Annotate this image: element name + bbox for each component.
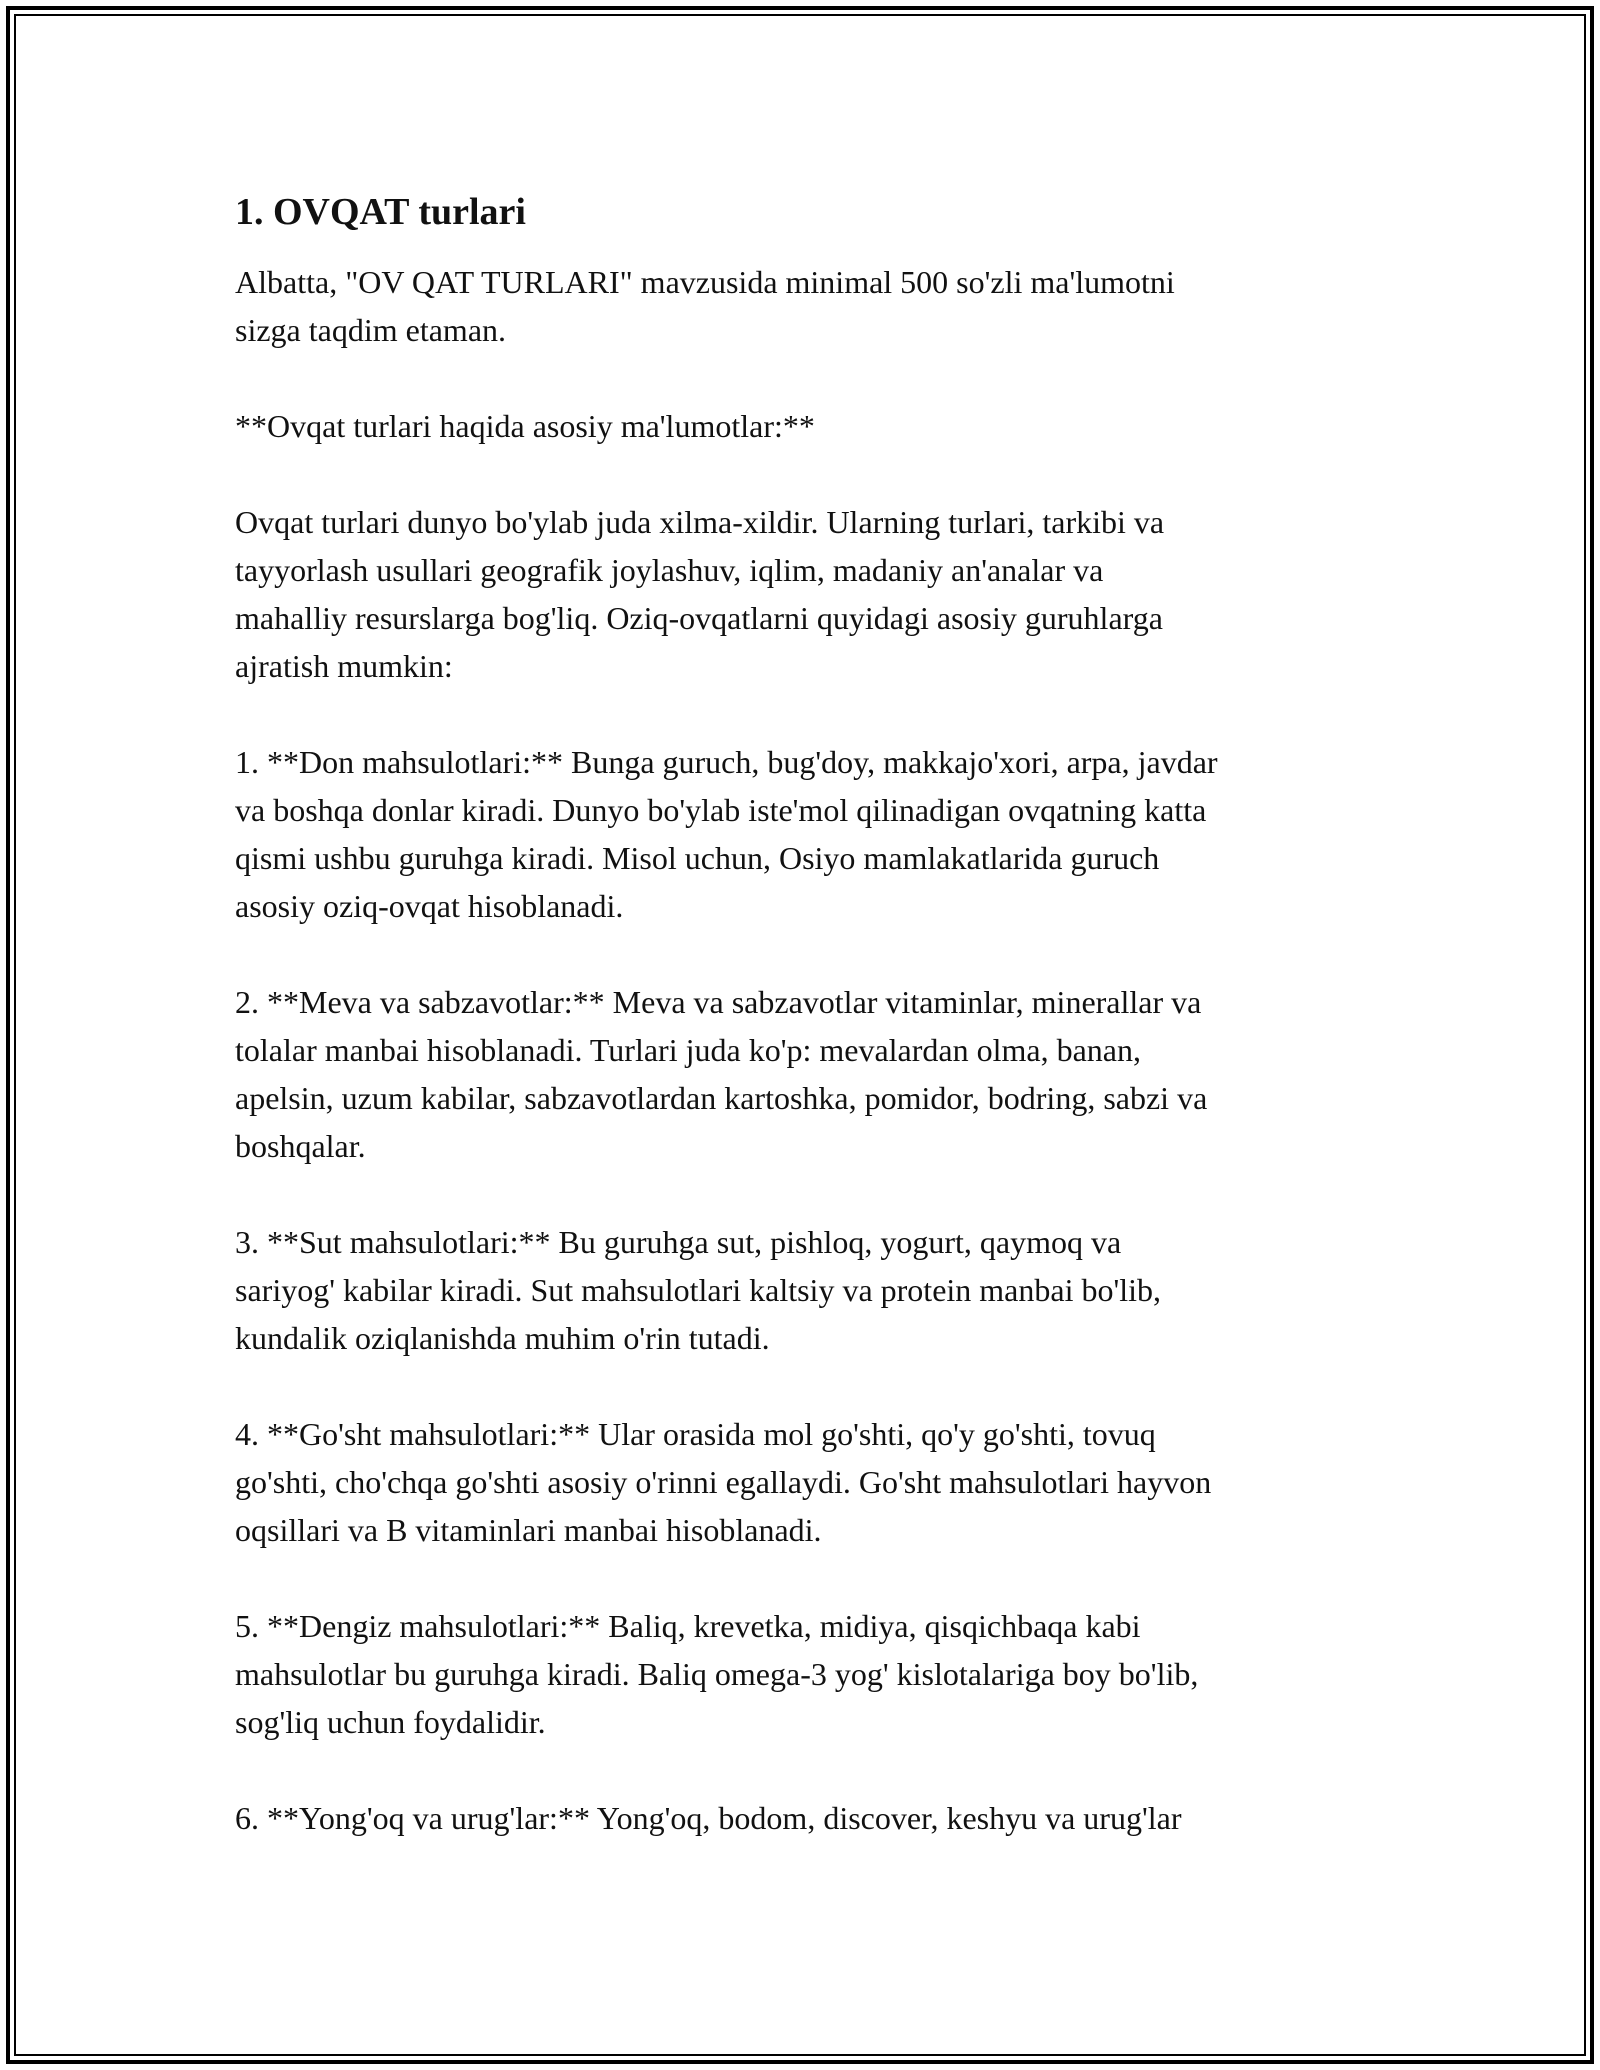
list-item-grains: 1. **Don mahsulotlari:** Bunga guruch, bug'doy, makkajo'xori, arpa, javdar va boshqa donlar kiradi. Dunyo bo'ylab iste'mol qilinadigan ovqatning katta qismi ushbu guruhga kiradi. Misol uchun, Osiyo mamlakatlarida guruch asosiy oziq-ovqat hisoblanadi. [235, 744, 1218, 924]
section-heading: **Ovqat turlari haqida asosiy ma'lumotlar:** [235, 408, 815, 444]
list-item-dairy: 3. **Sut mahsulotlari:** Bu guruhga sut, pishloq, yogurt, qaymoq va sariyog' kabilar kiradi. Sut mahsulotlari kaltsiy va protein manbai bo'lib, kundalik oziqlanishda muhim o'rin tutadi. [235, 1224, 1162, 1356]
document-title: 1. OVQAT turlari [235, 191, 526, 233]
document-body [235, 186, 1385, 1890]
overview-paragraph: Ovqat turlari dunyo bo'ylab juda xilma-xildir. Ularning turlari, tarkibi va tayyorlash usullari geografik joylashuv, iqlim, madaniy an'analar va mahalliy resurslarga bog'liq. Oziq-ovqatlarni quyidagi asosiy guruhlarga ajratish mumkin: [235, 504, 1165, 684]
list-item-nuts-seeds: 6. **Yong'oq va urug'lar:** Yong'oq, bodom, discover, keshyu va urug'lar [235, 1800, 1182, 1836]
list-item-seafood: 5. **Dengiz mahsulotlari:** Baliq, krevetka, midiya, qisqichbaqa kabi mahsulotlar bu guruhga kiradi. Baliq omega-3 yog' kislotalariga boy bo'lib, sog'liq uchun foydalidir. [235, 1608, 1199, 1740]
intro-paragraph: Albatta, "OV QAT TURLARI" mavzusida minimal 500 so'zli ma'lumotni sizga taqdim etaman. [235, 264, 1175, 348]
list-item-fruits-vegetables: 2. **Meva va sabzavotlar:** Meva va sabzavotlar vitaminlar, minerallar va tolalar manbai hisoblanadi. Turlari juda ko'p: mevalardan olma, banan, apelsin, uzum kabilar, sabzavotlardan kartoshka, pomidor, bodring, sabzi va boshqalar. [235, 984, 1208, 1164]
list-item-meat: 4. **Go'sht mahsulotlari:** Ular orasida mol go'shti, qo'y go'shti, tovuq go'shti, cho'chqa go'shti asosiy o'rinni egallaydi. Go'sht mahsulotlari hayvon oqsillari va B vitaminlari manbai hisoblanadi. [235, 1416, 1212, 1548]
